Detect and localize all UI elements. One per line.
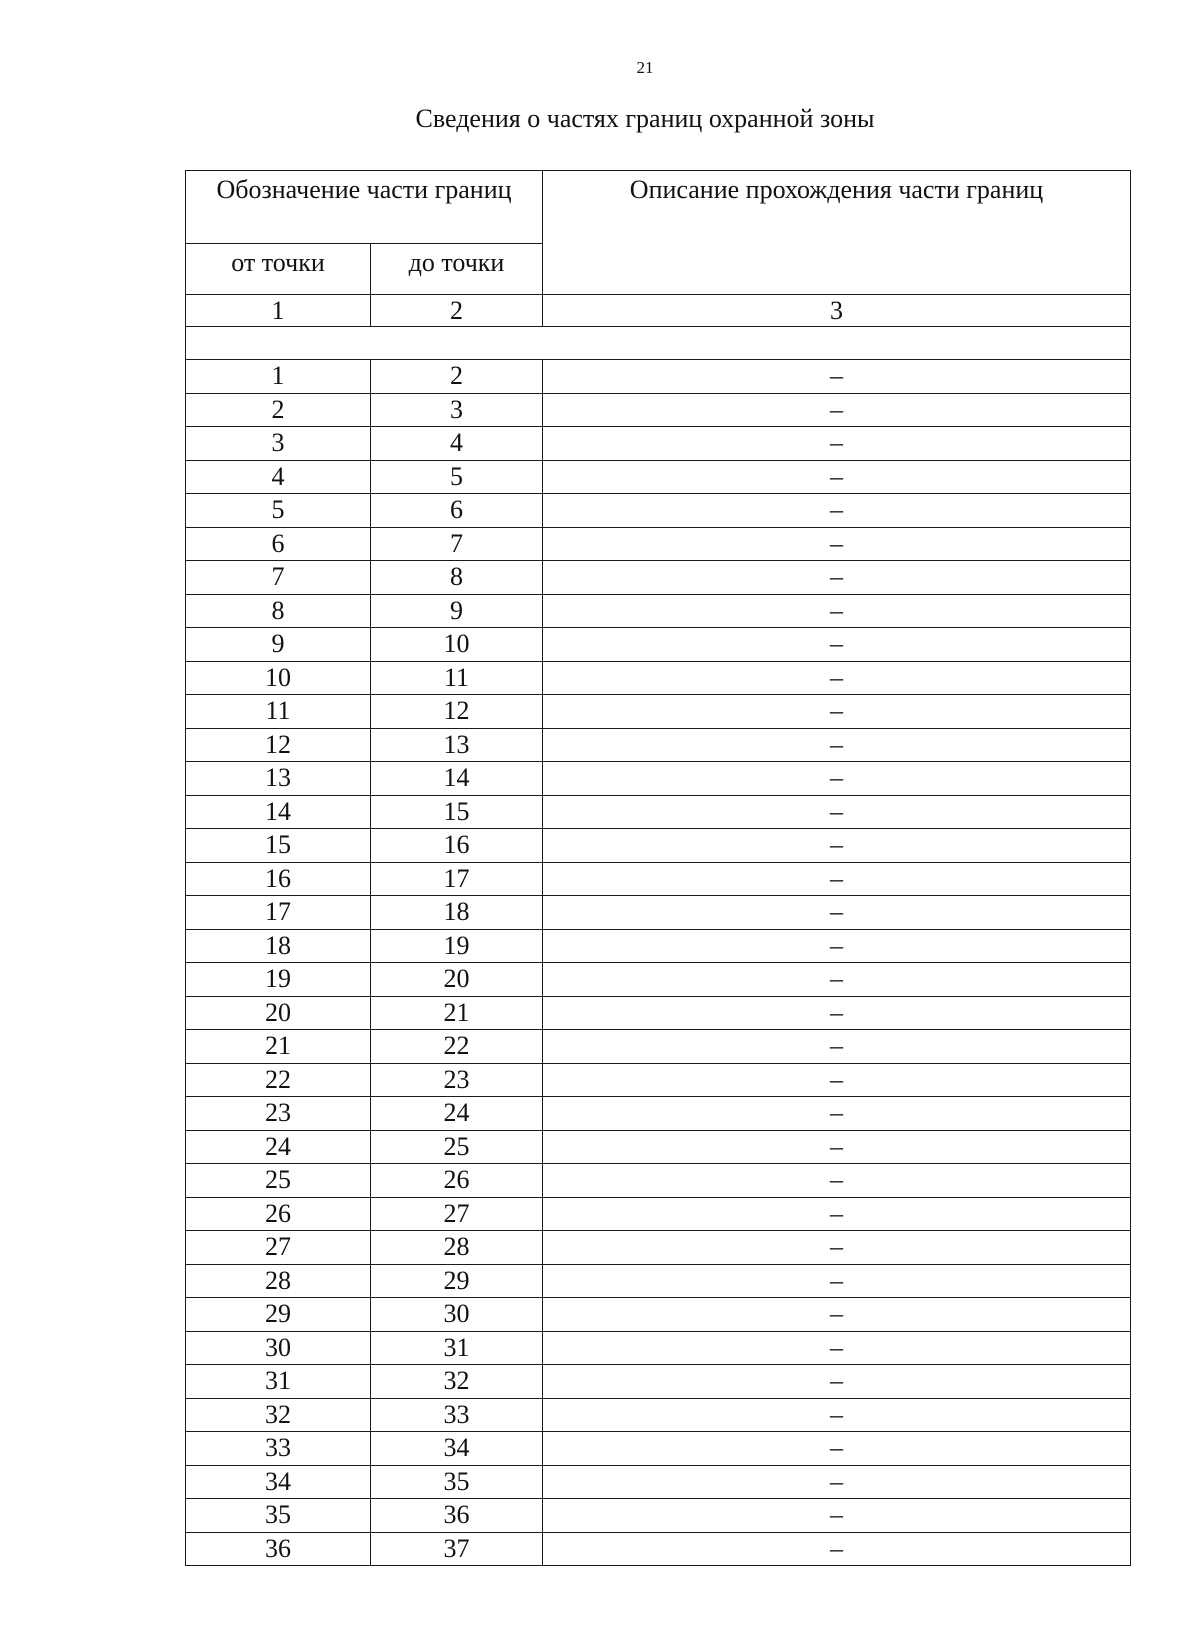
from-point-cell: 14 xyxy=(186,795,371,829)
table-row xyxy=(186,1130,1131,1164)
description-cell: – xyxy=(543,561,1131,595)
table-row xyxy=(186,1030,1131,1064)
section-label xyxy=(186,327,1131,360)
to-point-cell: 34 xyxy=(371,1432,543,1466)
from-point-cell: 17 xyxy=(186,896,371,930)
table-row xyxy=(186,728,1131,762)
description-cell: – xyxy=(543,360,1131,394)
to-point-cell: 4 xyxy=(371,427,543,461)
from-point-cell: 20 xyxy=(186,996,371,1030)
from-point-cell: 7 xyxy=(186,561,371,595)
description-cell: – xyxy=(543,1398,1131,1432)
to-point-cell: 33 xyxy=(371,1398,543,1432)
description-cell: – xyxy=(543,594,1131,628)
from-point-cell: 31 xyxy=(186,1365,371,1399)
table-row xyxy=(186,1331,1131,1365)
description-cell: – xyxy=(543,1499,1131,1533)
table-row xyxy=(186,1264,1131,1298)
table-row xyxy=(186,929,1131,963)
to-point-cell: 19 xyxy=(371,929,543,963)
from-point-cell: 26 xyxy=(186,1197,371,1231)
table-row xyxy=(186,1063,1131,1097)
to-point-cell: 14 xyxy=(371,762,543,796)
from-point-cell: 32 xyxy=(186,1398,371,1432)
document-title: Сведения о частях границ охранной зоны xyxy=(415,104,875,133)
description-cell: – xyxy=(543,896,1131,930)
to-point-cell: 11 xyxy=(371,661,543,695)
to-point-cell: 37 xyxy=(371,1532,543,1566)
to-point-cell: 20 xyxy=(371,963,543,997)
table-row xyxy=(186,1532,1131,1566)
to-point-cell: 3 xyxy=(371,393,543,427)
header-description: Описание прохождения части границ xyxy=(543,171,1131,295)
to-point-cell: 27 xyxy=(371,1197,543,1231)
to-point-cell: 7 xyxy=(371,527,543,561)
description-cell: – xyxy=(543,762,1131,796)
table-row xyxy=(186,494,1131,528)
from-point-cell: 15 xyxy=(186,829,371,863)
from-point-cell: 35 xyxy=(186,1499,371,1533)
description-cell: – xyxy=(543,460,1131,494)
table-row xyxy=(186,963,1131,997)
to-point-cell: 12 xyxy=(371,695,543,729)
header-designation: Обозначение части границ xyxy=(186,171,543,244)
from-point-cell: 24 xyxy=(186,1130,371,1164)
from-point-cell: 36 xyxy=(186,1532,371,1566)
to-point-cell: 31 xyxy=(371,1331,543,1365)
table-row xyxy=(186,1499,1131,1533)
from-point-cell: 21 xyxy=(186,1030,371,1064)
from-point-cell: 9 xyxy=(186,628,371,662)
to-point-cell: 10 xyxy=(371,628,543,662)
header-row xyxy=(186,171,1131,244)
page-number: 21 xyxy=(636,58,654,77)
table-row xyxy=(186,393,1131,427)
description-cell: – xyxy=(543,527,1131,561)
to-point-cell: 15 xyxy=(371,795,543,829)
table-row xyxy=(186,829,1131,863)
description-cell: – xyxy=(543,1365,1131,1399)
section-row xyxy=(186,327,1131,360)
description-cell: – xyxy=(543,494,1131,528)
table-row xyxy=(186,427,1131,461)
table-row xyxy=(186,1365,1131,1399)
description-cell: – xyxy=(543,1432,1131,1466)
table-row xyxy=(186,1298,1131,1332)
from-point-cell: 33 xyxy=(186,1432,371,1466)
from-point-cell: 27 xyxy=(186,1231,371,1265)
table-row xyxy=(186,762,1131,796)
to-point-cell: 25 xyxy=(371,1130,543,1164)
description-cell: – xyxy=(543,728,1131,762)
from-point-cell: 23 xyxy=(186,1097,371,1131)
table-row xyxy=(186,795,1131,829)
description-cell: – xyxy=(543,1465,1131,1499)
table-body xyxy=(186,171,1131,1566)
description-cell: – xyxy=(543,1264,1131,1298)
description-cell: – xyxy=(543,1197,1131,1231)
description-cell: – xyxy=(543,996,1131,1030)
to-point-cell: 24 xyxy=(371,1097,543,1131)
description-cell: – xyxy=(543,427,1131,461)
description-cell: – xyxy=(543,1063,1131,1097)
from-point-cell: 30 xyxy=(186,1331,371,1365)
to-point-cell: 13 xyxy=(371,728,543,762)
to-point-cell: 32 xyxy=(371,1365,543,1399)
to-point-cell: 36 xyxy=(371,1499,543,1533)
description-cell: – xyxy=(543,929,1131,963)
description-cell: – xyxy=(543,829,1131,863)
column-numbers-row xyxy=(186,295,1131,327)
table-row xyxy=(186,1231,1131,1265)
description-cell: – xyxy=(543,1298,1131,1332)
table-row xyxy=(186,1164,1131,1198)
to-point-cell: 18 xyxy=(371,896,543,930)
from-point-cell: 25 xyxy=(186,1164,371,1198)
table-row xyxy=(186,527,1131,561)
from-point-cell: 12 xyxy=(186,728,371,762)
boundary-parts-table xyxy=(185,170,1131,1566)
table-row xyxy=(186,896,1131,930)
to-point-cell: 2 xyxy=(371,360,543,394)
table-row xyxy=(186,1432,1131,1466)
table-row xyxy=(186,661,1131,695)
to-point-cell: 26 xyxy=(371,1164,543,1198)
to-point-cell: 6 xyxy=(371,494,543,528)
column-number-3: 3 xyxy=(543,295,1131,327)
description-cell: – xyxy=(543,661,1131,695)
table-row xyxy=(186,561,1131,595)
description-cell: – xyxy=(543,393,1131,427)
table-row xyxy=(186,1197,1131,1231)
description-cell: – xyxy=(543,1030,1131,1064)
to-point-cell: 28 xyxy=(371,1231,543,1265)
from-point-cell: 28 xyxy=(186,1264,371,1298)
header-to-point: до точки xyxy=(371,244,543,295)
from-point-cell: 19 xyxy=(186,963,371,997)
to-point-cell: 16 xyxy=(371,829,543,863)
from-point-cell: 34 xyxy=(186,1465,371,1499)
table-row xyxy=(186,1097,1131,1131)
description-cell: – xyxy=(543,1231,1131,1265)
to-point-cell: 5 xyxy=(371,460,543,494)
to-point-cell: 23 xyxy=(371,1063,543,1097)
table-row xyxy=(186,1398,1131,1432)
from-point-cell: 18 xyxy=(186,929,371,963)
description-cell: – xyxy=(543,795,1131,829)
description-cell: – xyxy=(543,862,1131,896)
table-row xyxy=(186,460,1131,494)
column-number-1: 1 xyxy=(186,295,371,327)
from-point-cell: 16 xyxy=(186,862,371,896)
to-point-cell: 30 xyxy=(371,1298,543,1332)
from-point-cell: 13 xyxy=(186,762,371,796)
to-point-cell: 9 xyxy=(371,594,543,628)
to-point-cell: 21 xyxy=(371,996,543,1030)
to-point-cell: 22 xyxy=(371,1030,543,1064)
from-point-cell: 22 xyxy=(186,1063,371,1097)
description-cell: – xyxy=(543,695,1131,729)
description-cell: – xyxy=(543,1097,1131,1131)
to-point-cell: 29 xyxy=(371,1264,543,1298)
description-cell: – xyxy=(543,1331,1131,1365)
from-point-cell: 4 xyxy=(186,460,371,494)
from-point-cell: 11 xyxy=(186,695,371,729)
column-number-2: 2 xyxy=(371,295,543,327)
table-row xyxy=(186,360,1131,394)
from-point-cell: 29 xyxy=(186,1298,371,1332)
description-cell: – xyxy=(543,1130,1131,1164)
from-point-cell: 6 xyxy=(186,527,371,561)
to-point-cell: 8 xyxy=(371,561,543,595)
to-point-cell: 35 xyxy=(371,1465,543,1499)
table-row xyxy=(186,695,1131,729)
table-row xyxy=(186,1465,1131,1499)
table-row xyxy=(186,594,1131,628)
from-point-cell: 2 xyxy=(186,393,371,427)
description-cell: – xyxy=(543,628,1131,662)
from-point-cell: 8 xyxy=(186,594,371,628)
from-point-cell: 3 xyxy=(186,427,371,461)
header-from-point: от точки xyxy=(186,244,371,295)
description-cell: – xyxy=(543,1532,1131,1566)
table-row xyxy=(186,996,1131,1030)
from-point-cell: 1 xyxy=(186,360,371,394)
to-point-cell: 17 xyxy=(371,862,543,896)
table-row xyxy=(186,862,1131,896)
description-cell: – xyxy=(543,963,1131,997)
table-row xyxy=(186,628,1131,662)
from-point-cell: 10 xyxy=(186,661,371,695)
from-point-cell: 5 xyxy=(186,494,371,528)
description-cell: – xyxy=(543,1164,1131,1198)
